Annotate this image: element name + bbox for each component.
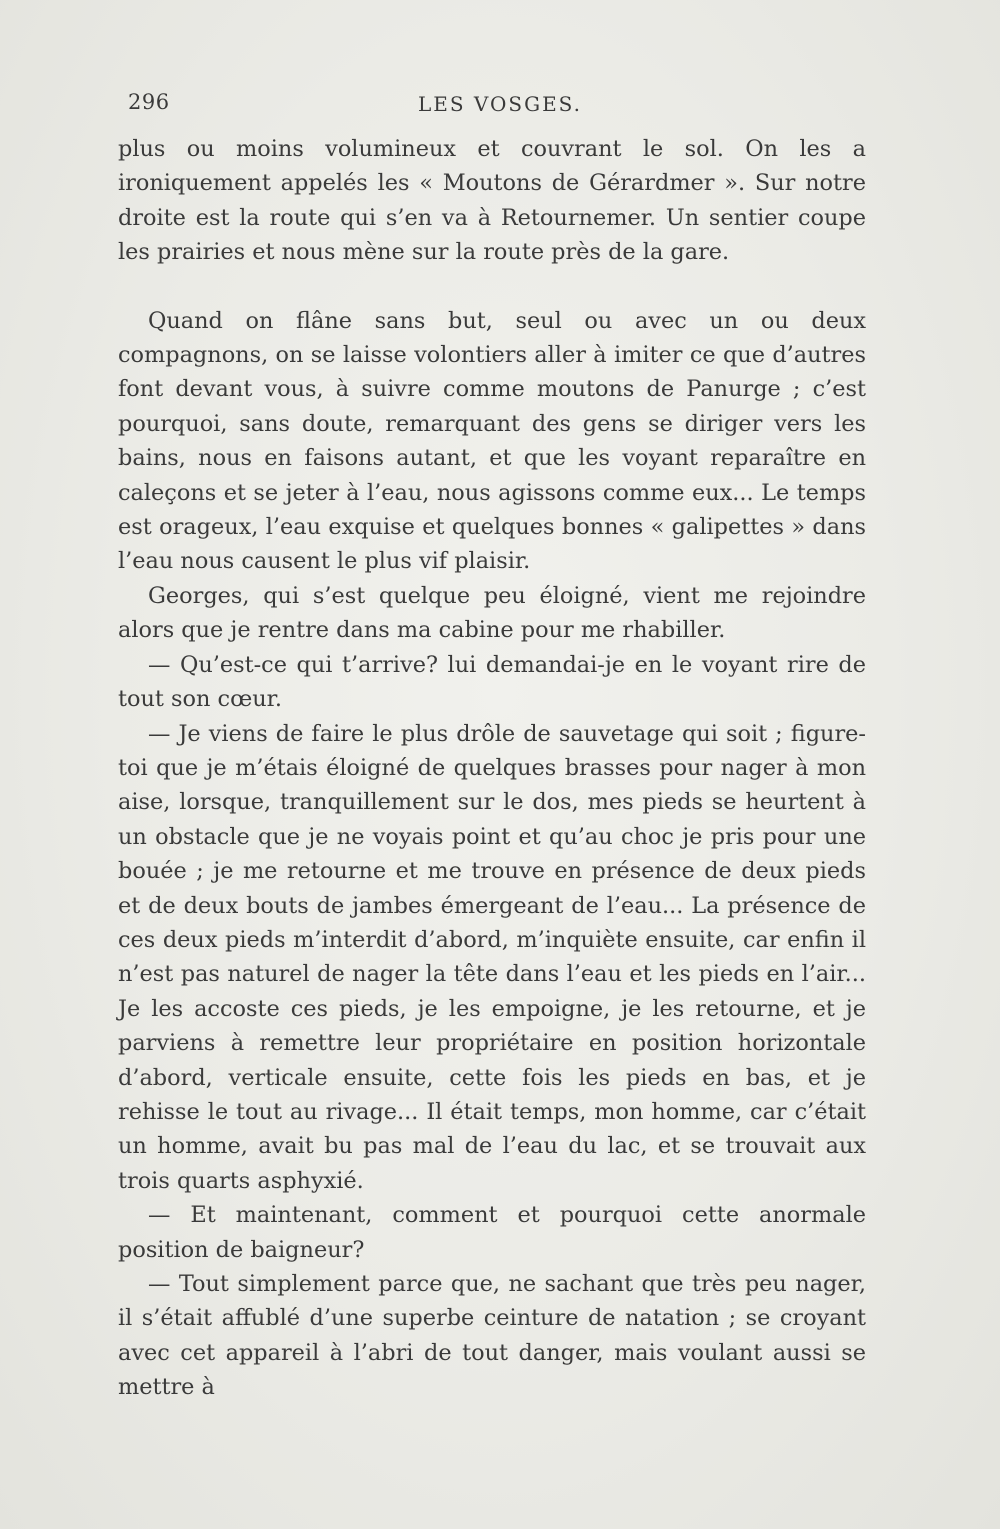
running-head: LES VOSGES. xyxy=(417,92,583,116)
paragraph: — Tout simplement parce que, ne sachant que très peu nager, il s’était affublé d’une superbe ceinture de natation ; se croyant avec cet appareil à l’abri de tout danger, mais voulant aussi se mettre à xyxy=(118,1271,866,1401)
paragraph: Georges, qui s’est quelque peu éloigné, vient me rejoindre alors que je rentre dans ma cabine pour me rhabiller. xyxy=(118,582,866,644)
paragraph: — Et maintenant, comment et pourquoi cette anormale position de baigneur? xyxy=(118,1202,866,1263)
paragraph: — Je viens de faire le plus drôle de sauvetage qui soit ; figure-toi que je m’étais éloigné de quelques brasses pour nager à mon aise, lorsque, tranquillement sur le dos, mes pieds se heurtent à un obstacle que je ne voyais point et qu’au choc je pris pour une bouée ; je me retourne et me trouve en présence de deux pieds et de deux bouts de jambes émergeant de l’eau... La présence de ces deux pieds m’interdit d’abord, m’inquiète ensuite, car enfin il n’est pas naturel de nager la tête dans l’eau et les pieds en l’air... Je les accoste ces pieds, je les empoigne, je les retourne, et je parviens à remettre leur propriétaire en position horizontale d’abord, verticale ensuite, cette fois les pieds en bas, et je rehisse le tout au rivage... Il était temps, mon homme, car c’était un homme, avait bu pas mal de l’eau du lac, et se trouvait aux trois quarts asphyxié. xyxy=(118,720,866,1194)
paragraph: — Qu’est-ce qui t’arrive? lui demandai-je en le voyant rire de tout son cœur. xyxy=(118,651,866,713)
paragraph: Quand on flâne sans but, seul ou avec un ou deux compagnons, on se laisse volontiers aller à imiter ce que d’autres font devant vous, à suivre comme moutons de Panurge ; c’est pourquoi, sans doute, remarquant des gens se diriger vers les bains, nous en faisons autant, et que les voyant reparaître en caleçons et se jeter à l’eau, nous agissons comme eux... Le temps est orageux, l’eau exquise et quelques bonnes « galipettes » dans l’eau nous causent le plus vif plaisir. xyxy=(118,307,866,575)
section-break xyxy=(118,270,866,304)
page-number: 296 xyxy=(128,90,170,114)
paragraph: plus ou moins volumineux et couvrant le sol. On les a ironiquement appelés les « Moutons de Gérardmer ». Sur notre droite est la route qui s’en va à Retournemer. Un sentier coupe les prairies et nous mène sur la route près de la gare. xyxy=(118,136,866,266)
body-text xyxy=(118,132,866,1405)
